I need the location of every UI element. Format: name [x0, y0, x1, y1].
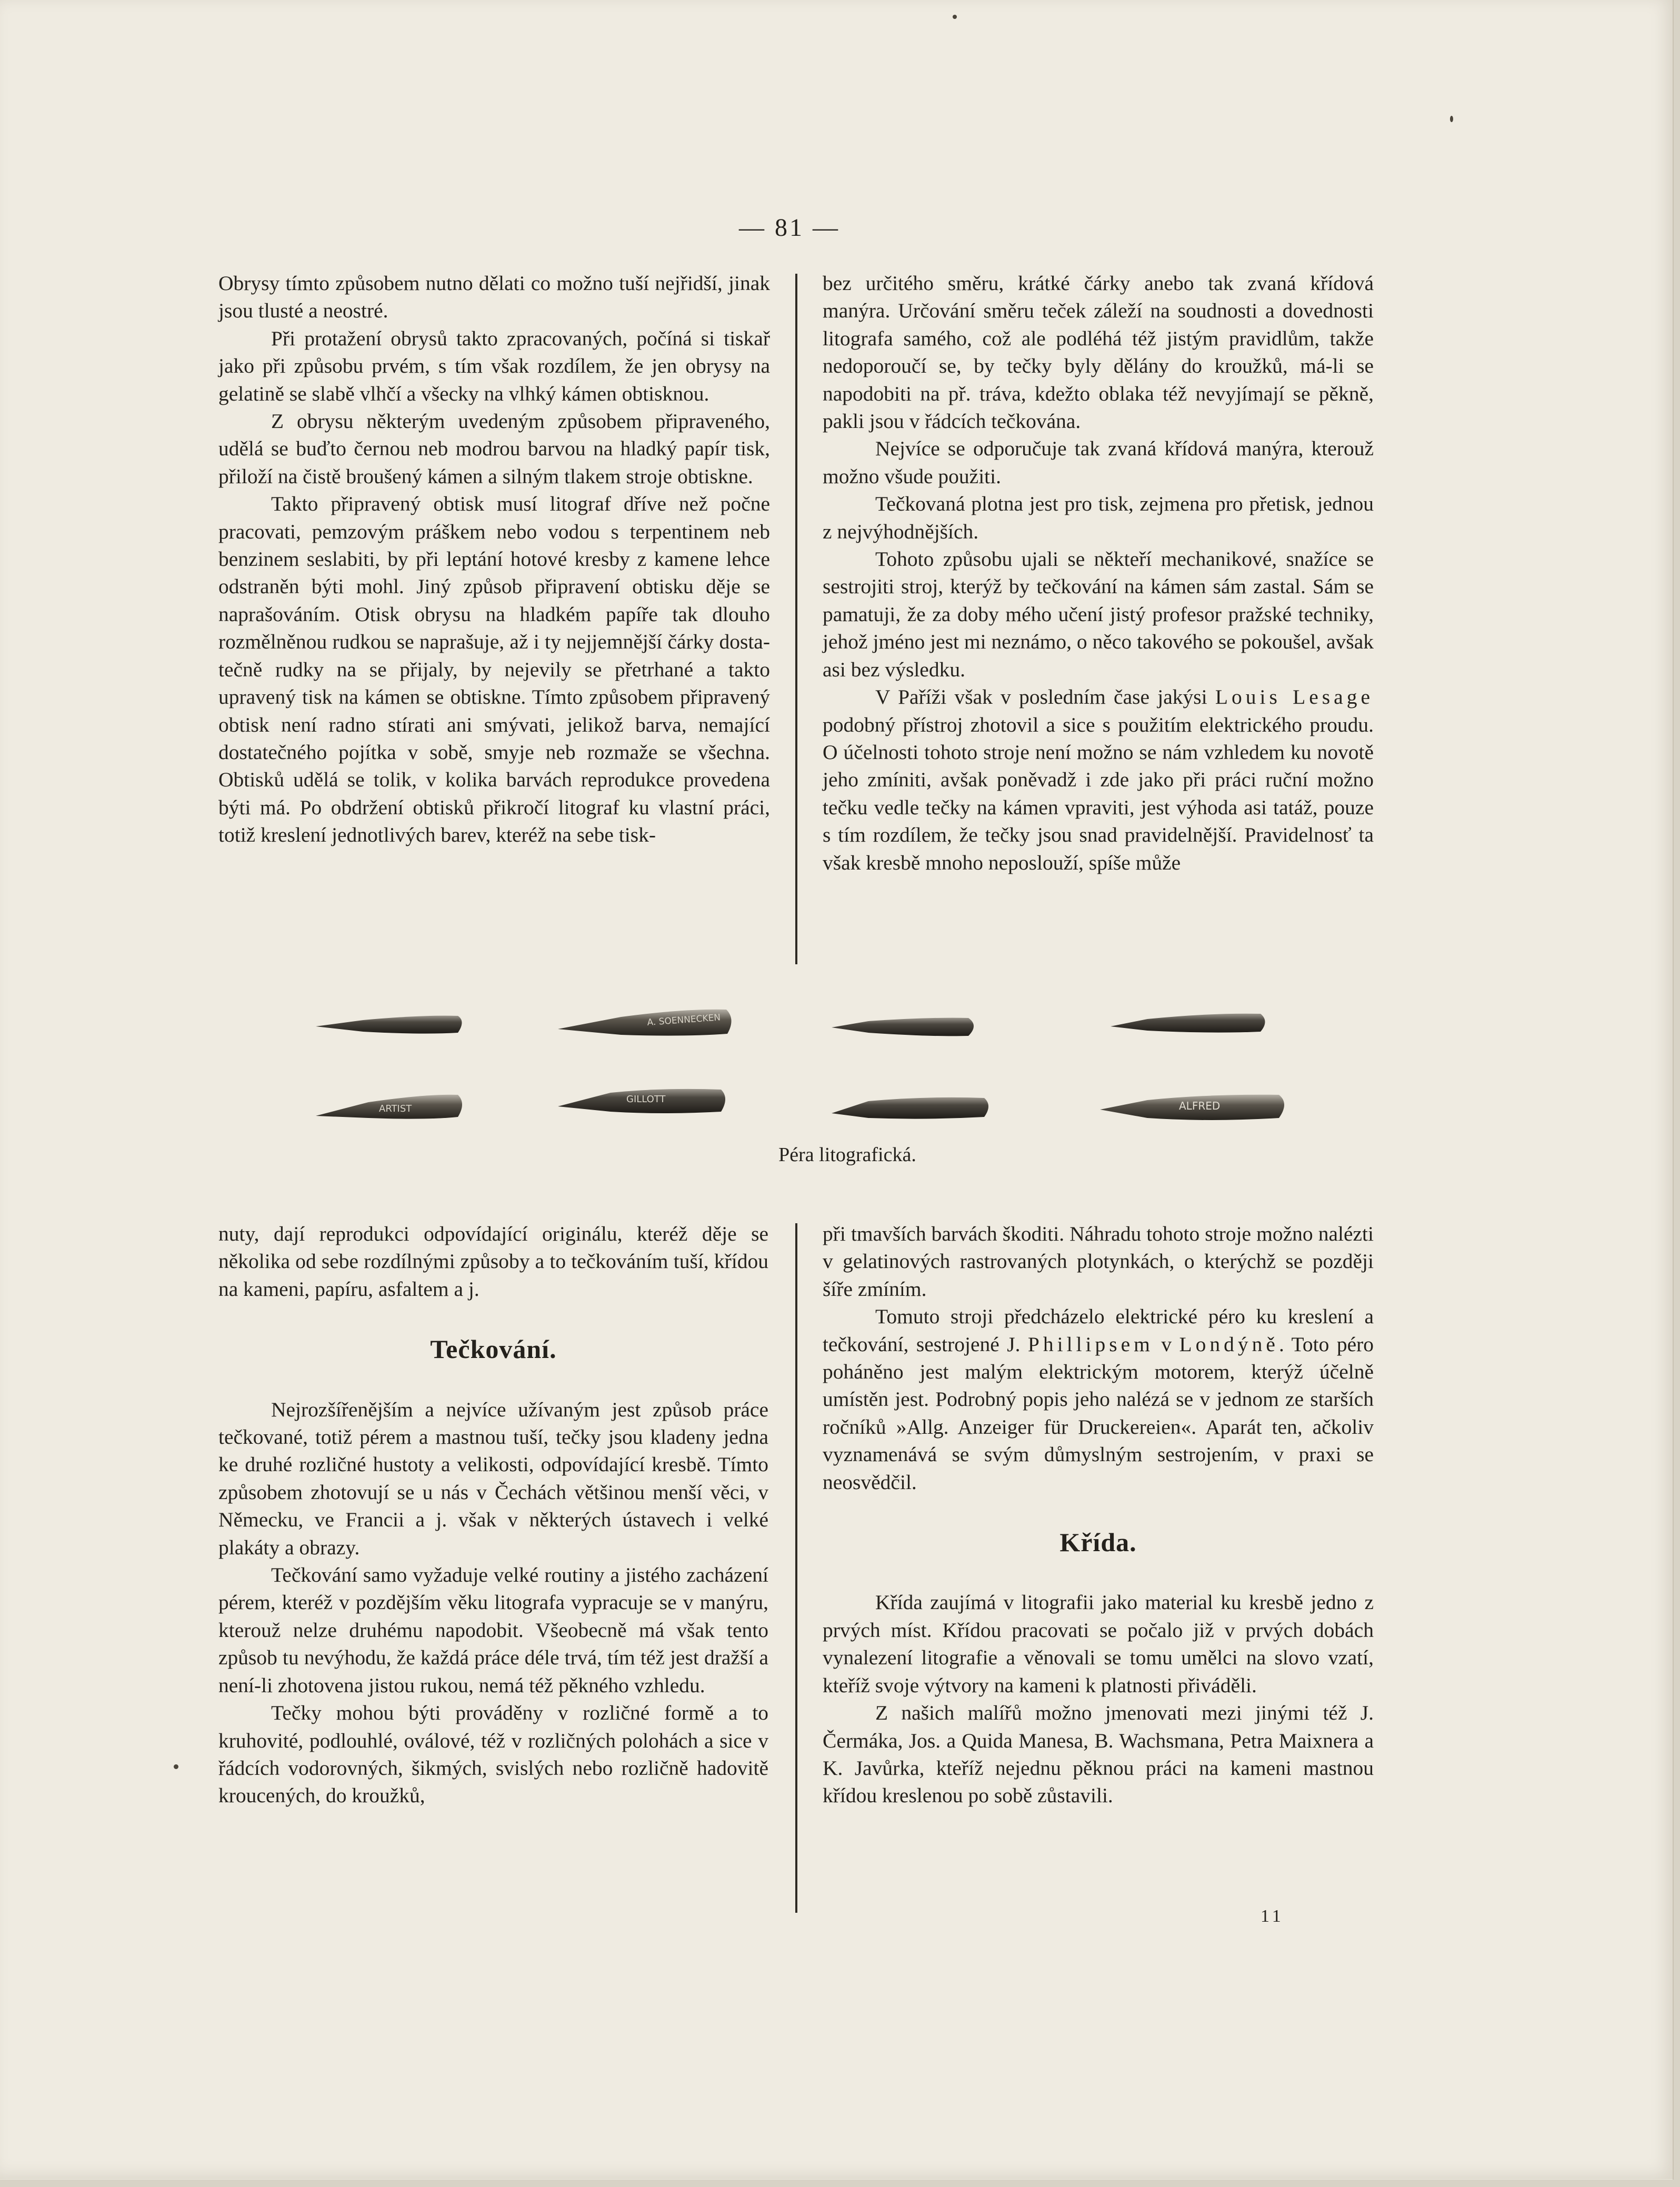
- bottom-right-column: [823, 1220, 1374, 1810]
- paragraph: Tečkování samo vyžaduje velké routiny a jistého zacházení pérem, kteréž v pozdějším věku litografa vypracuje se v manýru, kterouž nelze druhému napodobit. Všeobecně má však tento způsob tu nevýhodu, že každá práce déle trvá, tím též jest dražší a není-li zhotovena jistou rukou, nemá též pěkného vzhledu.: [218, 1563, 768, 1697]
- pen-1: [316, 1016, 462, 1034]
- pen-6-imprint: GILLOTT: [626, 1094, 666, 1105]
- column-rule-bottom: [795, 1223, 797, 1913]
- bottom-left-column: [218, 1220, 768, 1810]
- text-run: V Paříži však v posledním čase jakýsi: [875, 685, 1215, 709]
- pen-8-imprint: ALFRED: [1179, 1100, 1221, 1112]
- text-run: podobný přístroj zhotovil a sice s použitím elektrického proudu. O účelnosti tohoto stroje není možno se nám vzhledem ku novotě jeho zmíniti, avšak poněvadž i zde jako při práci ruční možno tečku vedle tečky na kámen vpraviti, jest výhoda asi tatáž, pouze s tím rozdílem, že tečky jsou snad pravidelnější. Pravidelnosť ta však kresbě mnoho neposlouží, spíše může: [823, 713, 1374, 874]
- pen-3: [832, 1018, 974, 1036]
- pens-svg: [284, 990, 1337, 1147]
- pen-4: [1111, 1014, 1265, 1033]
- pen-7: [832, 1097, 988, 1119]
- paragraph: Tohoto způsobu ujali se někteří mechanikové, snažíce se sestrojiti stroj, kterýž by tečkování na kámen sám zastal. Sám se pamatuji, že za doby mého učení jistý profesor pražské techniky, jehož jméno jest mi neznámo, o něco takového se pokoušel, avšak asi bez výsledku.: [823, 547, 1374, 681]
- heading-krida: Křída.: [1059, 1527, 1137, 1557]
- paragraph: Takto připravený obtisk musí litograf dříve než počne pracovati, pemzovým práškem nebo vodou s terpentinem neb benzinem seslabiti, by při leptání hotové kresby z kamene lehce odstraněn býti mohl. Jiný způsob připravení obtisku děje se naprašováním. Otisk obrysu na hladkém papíře tak dlouho rozmělněnou rudkou se naprašuje, až i ty nejjemnější čárky dostatečně rudky na se přijaly, by nejevily se přetrhané a takto upravený tisk na kámen se obtiskne. Tímto způsobem připravený obtisk není radno stírati ani smývati, jelikož barva, nemající dostatečného pojítka v sobě, smyje neb rozmaže se všechna. Obtisků udělá se tolik, v kolika barvách reprodukce provedena býti má. Po obdržení obtisků přikročí litograf ku vlastní práci, totiž kreslení jednotlivých barev, kteréž na sebe tisk-: [218, 492, 770, 847]
- paragraph: při tmavších barvách škoditi. Náhradu tohoto stroje možno nalézti v gelatinových rastrovaných plotynkách, o kterýchž se později šíře zmíním.: [823, 1222, 1374, 1301]
- text-run: v: [1153, 1332, 1179, 1356]
- paragraph: Obrysy tímto způsobem nutno dělati co možno tuší nejřidší, jinak jsou tlusté a neostré.: [218, 272, 770, 323]
- paragraph-phillips: [823, 1303, 1374, 1496]
- paragraph: nuty, dají reprodukci odpovídající originálu, kteréž děje se několika od sebe rozdílnými způsoby a to tečkováním tuší, křídou na kameni, papíru, asfaltem a j.: [218, 1222, 768, 1301]
- speck: [953, 15, 957, 19]
- text-run: Tomuto stroji předcházelo elektrické péro ku kreslení a tečkování, sestrojené J.: [823, 1305, 1374, 1356]
- person-name: Phillipsem: [1027, 1332, 1154, 1356]
- paragraph: Z obrysu některým uvedeným způsobem připraveného, udělá se buďto černou neb modrou barvou na hladký papír tisk, přiloží na čistě broušený kámen a silným tlakem stroje obtiskne.: [218, 410, 770, 488]
- heading-teckovani: Tečkování.: [430, 1334, 557, 1364]
- paragraph-lesage: [823, 683, 1374, 876]
- figure-caption: Péra litografická.: [778, 1144, 916, 1166]
- paragraph: Tečky mohou býti prováděny v rozličné formě a to kruhovité, podlouhlé, oválové, též v rozličných polohách a sice v řádcích vodorovných, šikmých, svislých nebo rozličně hadovitě kroucených, do kroužků,: [218, 1701, 768, 1807]
- page-number: — 81 —: [739, 214, 840, 242]
- signature-mark: 11: [1261, 1906, 1284, 1926]
- person-name: Louis Lesage: [1215, 685, 1374, 709]
- page-edge-bottom: [0, 2180, 1680, 2187]
- top-left-column: [218, 269, 770, 849]
- speck: [174, 1764, 178, 1769]
- paragraph: Z našich malířů možno jmenovati mezi jinými též J. Čermáka, Jos. a Quida Manesa, B. Wachsmana, Petra Maixnera a K. Javůrka, kteříž nejednu pěknou práci na kameni mastnou křídou kreslenou po sobě zůstavili.: [823, 1701, 1374, 1807]
- paragraph: Nejvíce se odporučuje tak zvaná křídová manýra, kterouž možno všude použiti.: [823, 437, 1374, 488]
- city-name: Londýně: [1179, 1332, 1279, 1356]
- top-right-column: [823, 269, 1374, 876]
- pen-5-imprint: ARTIST: [379, 1103, 412, 1114]
- paragraph: Tečkovaná plotna jest pro tisk, zejmena pro přetisk, jednou z nejvýhodnějších.: [823, 492, 1374, 543]
- paragraph: bez určitého směru, krátké čárky anebo tak zvaná křídová manýra. Určování směru teček záleží na soudnosti a dovednosti litografa samého, což ale podléhá též jistým pravidlům, takže nedoporoučí se, by tečky byly dělány do kroužků, má-li se napodobiti na př. tráva, kdežto oblaka též nevyjímají se pěkně, pakli jsou v řádcích tečkována.: [823, 272, 1374, 433]
- speck: [1450, 116, 1453, 122]
- text-run: . Toto péro poháněno jest malým elektrickým motorem, kterýž účelně umístěn jest. Podrobný popis jeho nalézá se v jednom ze starších ročníků »Allg. Anzeiger für Druckereien«. Aparát ten, ačkoliv vyznamenává se svým důmyslným sestrojením, v praxi se neosvědčil.: [823, 1332, 1374, 1494]
- paragraph: Křída zaujímá v litografii jako material ku kresbě jedno z prvých míst. Křídou pracovati se počalo již v prvých dobách vynalezení litografie a věnovali se tomu umělci na slovo vzatí, kteříž svoje výtvory na kameni k platnosti přiváděli.: [823, 1591, 1374, 1697]
- column-rule-top: [795, 274, 797, 964]
- paragraph: Při protažení obrysů takto zpracovaných, počíná si tiskař jako při způsobu prvém, s tím však rozdílem, že jen obrysy na gelatině se slabě vlhčí a všecky na vlhký kámen obtisknou.: [218, 326, 770, 405]
- page-edge-right: [1673, 0, 1680, 2187]
- paragraph: Nejrozšířenějším a nejvíce užívaným jest způsob práce tečkované, totiž pérem a mastnou tuší, tečky jsou kladeny jedna ke druhé rozličné hustoty a velikosti, odpovídající kresbě. Tímto způsobem zhotovují se u nás v Čechách většinou menší věci, v Německu, ve Francii a j. však v některých ústavech i velké plakáty a obrazy.: [218, 1397, 768, 1559]
- pen-2-imprint: A. SOENNECKEN: [646, 1012, 721, 1028]
